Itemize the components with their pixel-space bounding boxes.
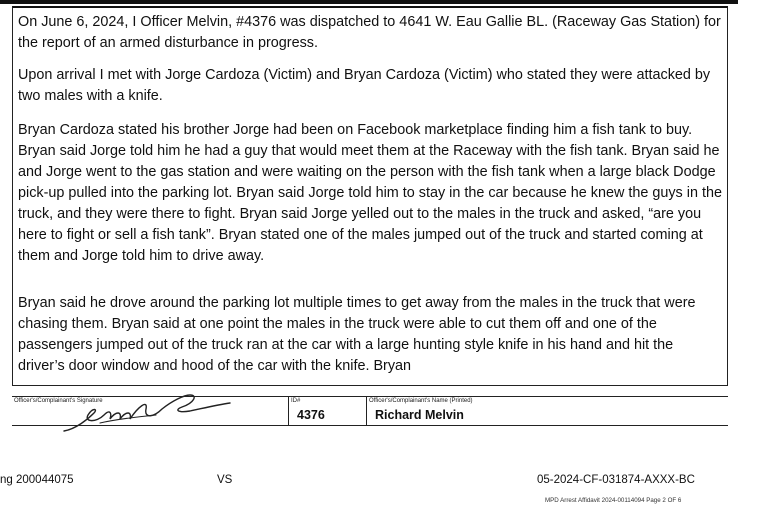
narrative-paragraph: Upon arrival I met with Jorge Cardoza (Victim) and Bryan Cardoza (Victim) who stated they were attacked by two males with a knife.: [18, 67, 711, 104]
top-border-bar: [0, 0, 738, 4]
narrative-paragraph: Bryan said he drove around the parking lot multiple times to get away from the males in the truck that were chasing them. Bryan said at one point the males in the truck were able to cut them off and one of the passengers jumped out of the truck ran at the car with a large hunting style knife in his hand and hit the driver’s door window and hood of the car with the knife. Bryan: [18, 295, 696, 374]
signature-label: Officer's/Complainant's Signature: [14, 398, 103, 404]
signature-block: [12, 396, 728, 426]
handwritten-signature: [60, 389, 250, 437]
footer-page-info: MPD Arrest Affidavit 2024-00114094 Page 2 OF 6: [545, 497, 682, 504]
officer-id: 4376: [297, 408, 325, 422]
footer-case-number: 05-2024-CF-031874-AXXX-BC: [537, 474, 695, 486]
narrative-box: [12, 6, 728, 386]
narrative-paragraph: On June 6, 2024, I Officer Melvin, #4376 was dispatched to 4641 W. Eau Gallie BL. (Raceway Gas Station) for the report of an armed disturbance in progress.: [18, 14, 721, 51]
officer-name: Richard Melvin: [375, 408, 464, 422]
narrative-paragraph: Bryan Cardoza stated his brother Jorge had been on Facebook marketplace finding him a fish tank to buy. Bryan said Jorge told him he had a guy that would meet them at the Raceway with the fish tank. Bryan said he and Jorge went to the gas station and were waiting on the person with the fish tank when a large black Dodge pick-up pulled into the parking lot. Bryan said Jorge told him to stay in the car because he knew the guys in the truck, and they were there to fight. Bryan said Jorge yelled out to the males in the truck and asked, “are you here to fight or sell a fish tank”. Bryan stated one of the males jumped out of the truck and started coming at them and Jorge told him to drive away.: [18, 122, 722, 264]
signature-cell: [12, 397, 288, 425]
footer-vs: VS: [217, 474, 233, 486]
name-cell: [366, 397, 728, 425]
name-label: Officer's/Complainant's Name (Printed): [369, 398, 473, 404]
footer-defendant-ref: ng 200044075: [0, 474, 74, 486]
id-cell: [288, 397, 366, 425]
id-label: ID#: [291, 398, 301, 404]
